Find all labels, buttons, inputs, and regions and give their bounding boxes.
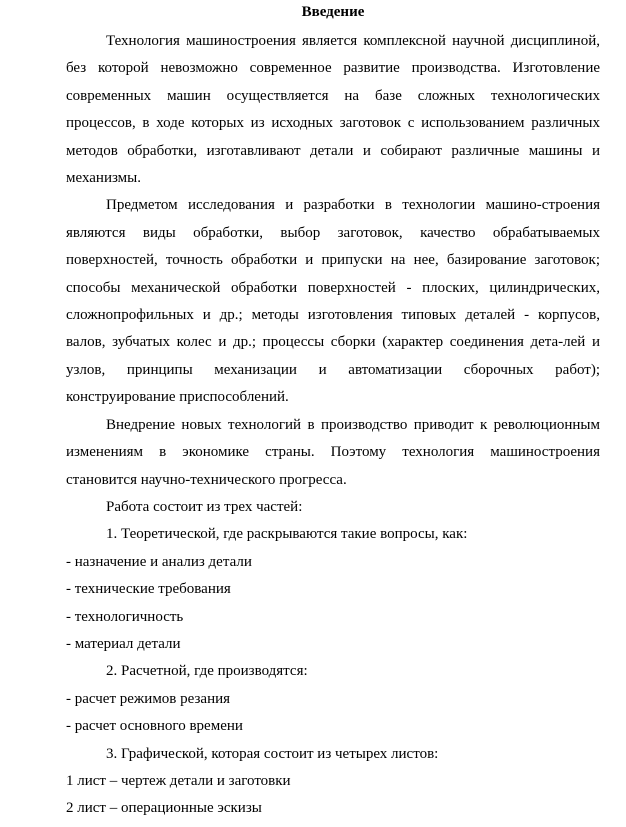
list-item: - материал детали xyxy=(66,635,181,652)
list-item: - расчет режимов резания xyxy=(66,690,231,707)
document-page xyxy=(66,0,600,823)
part3-heading: 3. Графической, которая состоит из четырех листов: xyxy=(106,745,439,762)
document-title: Введение xyxy=(301,4,365,20)
list-item: - технологичность xyxy=(66,608,184,625)
paragraph-intro: Технология машиностроения является комплексной научной дисциплиной, без которой невозможно современное развитие производства. Изготовление современных машин осуществляется на базе сложных технологических процессов, в ходе которых из исходных заготовок с использованием различных методов обработки, изготавливают детали и собирают различные машины и механизмы. xyxy=(66,33,600,187)
part1-heading: 1. Теоретической, где раскрываются такие вопросы, как: xyxy=(106,526,468,543)
list-item: 2 лист – операционные эскизы xyxy=(66,800,262,817)
structure-intro: Работа состоит из трех частей: xyxy=(106,498,303,515)
part2-heading: 2. Расчетной, где производятся: xyxy=(106,663,308,680)
list-item: 1 лист – чертеж детали и заготовки xyxy=(66,772,291,789)
list-item: - технические требования xyxy=(66,581,231,598)
list-item: - назначение и анализ детали xyxy=(66,553,252,570)
list-item: - расчет основного времени xyxy=(66,718,243,735)
paragraph-innovation: Внедрение новых технологий в производство приводит к революционным изменениям в экономике страны. Поэтому технология машиностроения становится научно-технического прогресса. xyxy=(66,416,600,488)
paragraph-subject: Предметом исследования и разработки в технологии машино-строения являются виды обработки, выбор заготовок, качество обрабатываемых поверхностей, точность обработки и припуски на нее, базирование заготовок; способы механической обработки поверхностей - плоских, цилиндрических, сложнопрофильных и др.; методы изготовления типовых деталей - корпусов, валов, зубчатых колес и др.; процессы сборки (характер соединения дета-лей и узлов, принципы механизации и автоматизации сборочных работ); конструирование приспособлений. xyxy=(66,197,600,406)
